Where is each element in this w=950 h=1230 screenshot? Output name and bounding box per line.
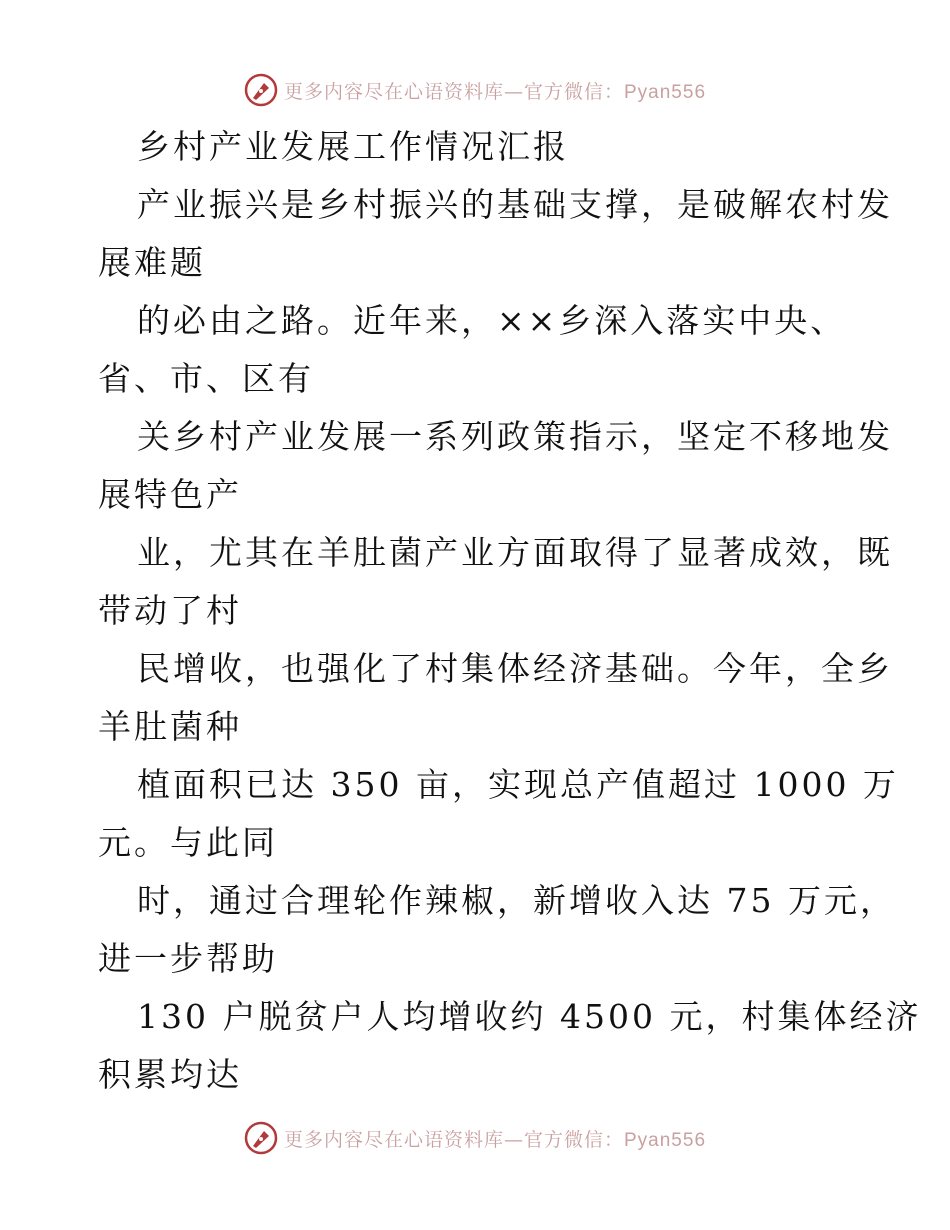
header-wechat-id: Pyan556 — [624, 81, 707, 103]
header-banner-text: 更多内容尽在心语资料库—官方微信：Pyan556 — [283, 80, 707, 103]
paragraph-line: 业，尤其在羊肚菌产业方面取得了显著成效，既 — [137, 533, 893, 572]
paragraph-line: 130 户脱贫户人均增收约 4500 元，村集体经济 — [137, 997, 922, 1036]
paragraph-line: 民增收，也强化了村集体经济基础。今年，全乡 — [137, 649, 893, 688]
paragraph-line: 植面积已达 350 亩，实现总产值超过 1000 万 — [137, 765, 899, 804]
paragraph-line: 元。与此同 — [98, 823, 278, 862]
paragraph-line: 展难题 — [98, 243, 206, 282]
paragraph-line: 省、市、区有 — [98, 359, 314, 398]
paragraph-line: 展特色产 — [98, 475, 242, 514]
footer-wechat-id: Pyan556 — [624, 1129, 707, 1151]
paragraph-line: 时，通过合理轮作辣椒，新增收入达 75 万元， — [137, 881, 896, 920]
document-title: 乡村产业发展工作情况汇报 — [137, 127, 569, 166]
paragraph-line: 的必由之路。近年来，××乡深入落实中央、 — [137, 301, 847, 340]
pen-nib-logo-icon — [244, 73, 278, 107]
footer-banner — [0, 1118, 950, 1158]
paragraph-line: 积累均达 — [98, 1055, 242, 1094]
paragraph-line: 关乡村产业发展一系列政策指示，坚定不移地发 — [137, 417, 893, 456]
paragraph-line: 进一步帮助 — [98, 939, 278, 978]
pen-nib-logo-icon — [244, 1121, 278, 1155]
footer-banner-text: 更多内容尽在心语资料库—官方微信：Pyan556 — [283, 1128, 707, 1151]
header-banner — [0, 70, 950, 110]
paragraph-line: 产业振兴是乡村振兴的基础支撑，是破解农村发 — [137, 185, 893, 224]
paragraph-line: 羊肚菌种 — [98, 707, 242, 746]
paragraph-line: 带动了村 — [98, 591, 242, 630]
